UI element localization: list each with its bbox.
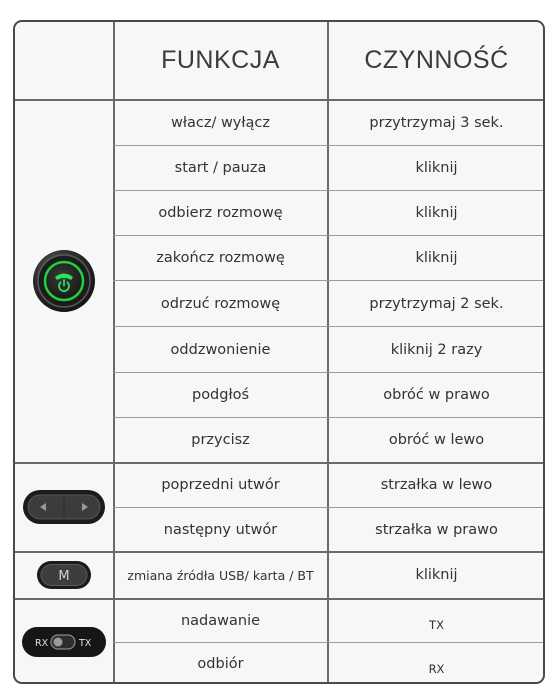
function-cell: oddzwonienie: [170, 341, 271, 358]
action-cell: kliknij 2 razy: [390, 341, 483, 358]
action-cell: RX: [428, 661, 445, 676]
function-cell: podgłoś: [191, 387, 250, 403]
function-cell: odrzuć rozmowę: [160, 295, 281, 312]
header-action: CZYNNOŚĆ: [364, 46, 509, 74]
action-cell: kliknij: [415, 250, 458, 266]
action-cell: kliknij: [415, 567, 458, 583]
header-function: FUNKCJA: [161, 46, 280, 74]
rx-tx-switch-cell: [15, 599, 113, 684]
rx-label: RX: [35, 637, 49, 649]
function-cell: zmiana źródła USB/ karta / BT: [127, 567, 314, 583]
action-cell: obróć w lewo: [388, 432, 485, 448]
function-table: [13, 20, 545, 684]
function-cell: przycisz: [191, 432, 250, 448]
tx-label: TX: [79, 637, 92, 649]
rocker-cell: [15, 463, 113, 551]
mode-m-button-icon: [36, 560, 92, 590]
function-cell: start / pauza: [174, 160, 267, 176]
function-cell: nadawanie: [180, 612, 261, 629]
action-cell: strzałka w lewo: [380, 477, 493, 493]
function-cell: zakończ rozmowę: [156, 250, 285, 266]
power-call-knob-icon: [31, 248, 97, 314]
function-cell: następny utwór: [163, 521, 278, 538]
action-cell: TX: [429, 617, 444, 632]
mode-button-label: M: [58, 569, 70, 584]
function-cell: odbierz rozmowę: [158, 205, 283, 221]
power-call-knob-cell: [15, 100, 113, 462]
action-cell: przytrzymaj 3 sek.: [369, 114, 504, 131]
rx-tx-switch-icon: [21, 626, 107, 658]
function-cell: odbiór: [197, 655, 244, 672]
mode-button-cell: [15, 552, 113, 598]
left-right-rocker-icon: [22, 489, 106, 525]
action-cell: przytrzymaj 2 sek.: [369, 295, 504, 312]
action-cell: kliknij: [415, 160, 458, 176]
action-cell: kliknij: [415, 205, 458, 221]
action-cell: obróć w prawo: [383, 387, 490, 403]
function-cell: poprzedni utwór: [161, 477, 280, 493]
function-cell: włacz/ wyłącz: [171, 114, 270, 131]
action-cell: strzałka w prawo: [375, 521, 498, 538]
